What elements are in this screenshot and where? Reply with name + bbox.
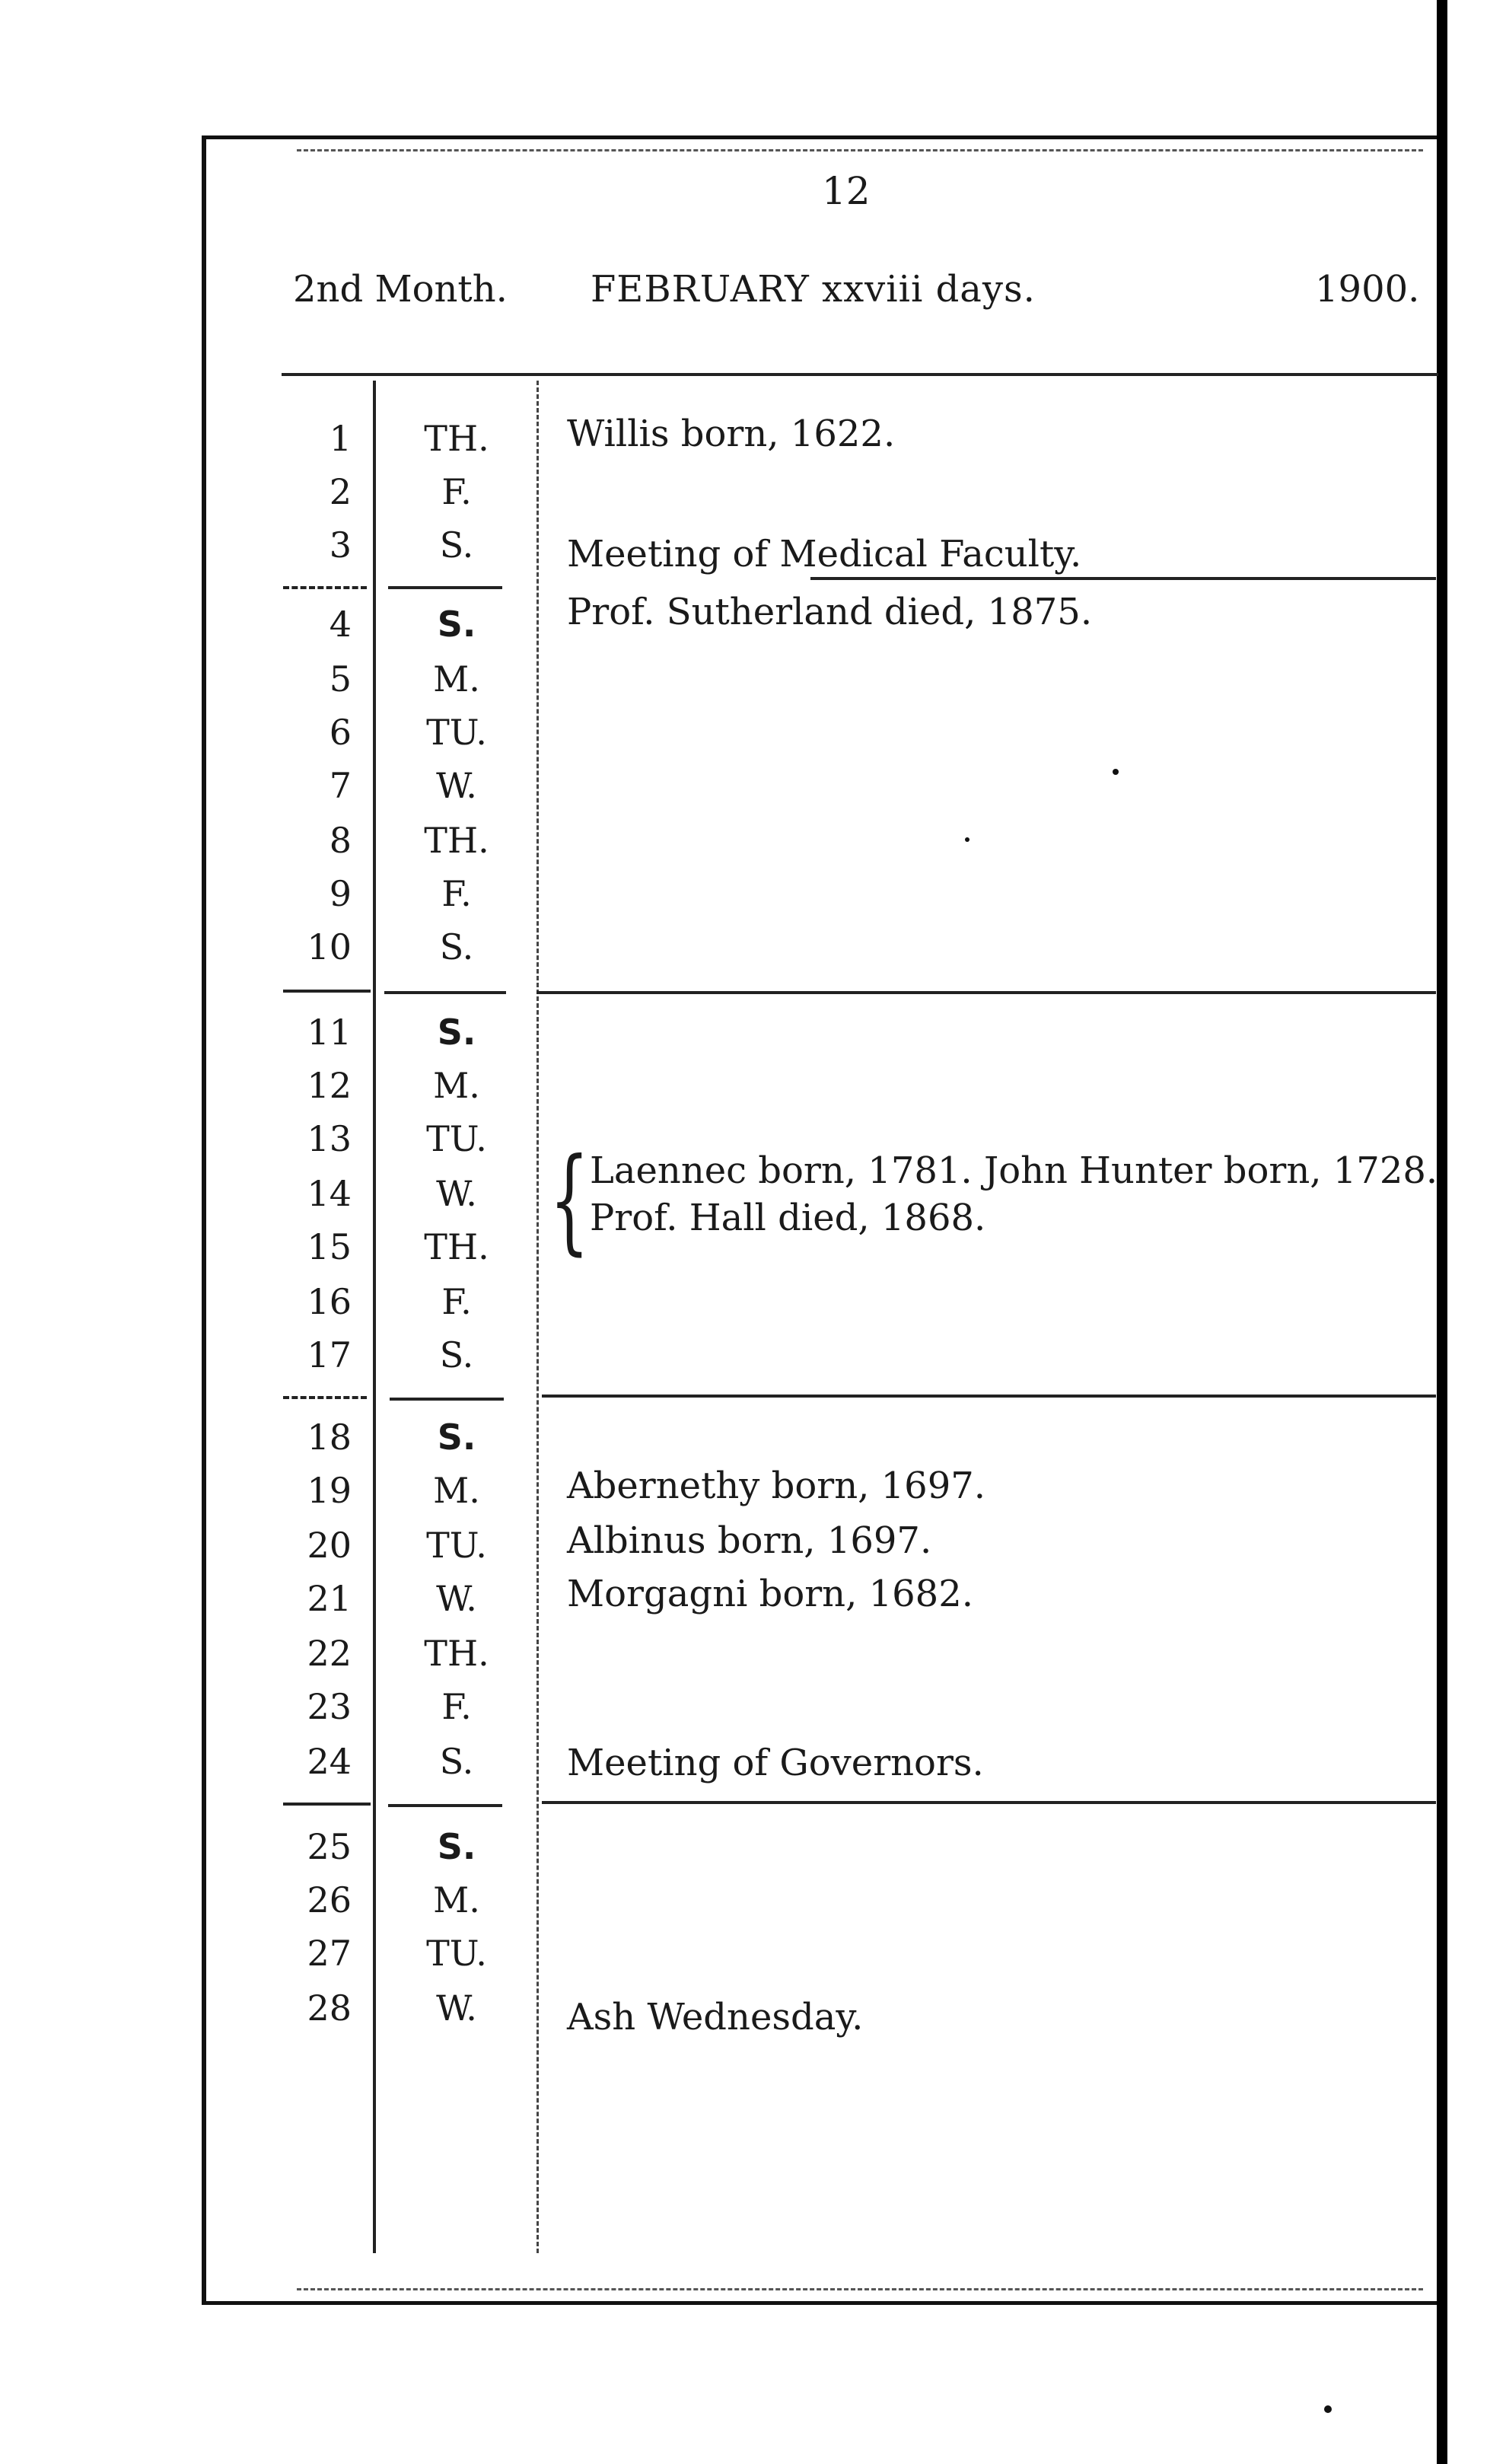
- day-number: 26: [307, 1879, 352, 1921]
- day-number: 21: [307, 1578, 352, 1619]
- weekday: TU.: [426, 1933, 487, 1974]
- weekday: TU.: [426, 1118, 487, 1159]
- weekday: F.: [441, 1281, 472, 1322]
- week-separator: [388, 1804, 502, 1807]
- page-number: 12: [822, 169, 871, 213]
- day-number: 11: [307, 1012, 352, 1053]
- day-number: 14: [307, 1173, 352, 1214]
- weekday: W.: [436, 1173, 477, 1214]
- weekday: W.: [436, 1578, 477, 1619]
- weekday: TH.: [424, 1226, 489, 1267]
- day-number: 17: [307, 1334, 352, 1375]
- book-spine-edge: [1437, 0, 1447, 2464]
- day-number: 27: [307, 1933, 352, 1974]
- brace-glyph: {: [549, 1134, 590, 1267]
- weekday: M.: [433, 1879, 480, 1921]
- day-number: 23: [307, 1686, 352, 1727]
- print-speck: [965, 837, 970, 842]
- day-number: 3: [329, 524, 352, 566]
- day-number: 24: [307, 1741, 352, 1782]
- week-separator: [283, 1396, 367, 1399]
- weekday: M.: [433, 1470, 480, 1511]
- week-separator: [536, 991, 1436, 994]
- week-separator: [283, 990, 371, 993]
- day-number: 20: [307, 1525, 352, 1566]
- weekday: TH.: [424, 820, 489, 861]
- day-number: 15: [307, 1226, 352, 1267]
- day-number: 8: [329, 820, 352, 861]
- print-speck: [1113, 769, 1119, 775]
- day-number: 9: [329, 873, 352, 914]
- bottom-dashed-rule: [297, 2288, 1423, 2290]
- day-number: 28: [307, 1987, 352, 2029]
- weekday: S.: [439, 524, 474, 566]
- weekday: M.: [433, 1065, 480, 1106]
- event-willis: Willis born, 1622.: [567, 413, 896, 455]
- print-speck: [1324, 2405, 1332, 2413]
- weekday-sunday: S.: [437, 604, 476, 645]
- weekday: S.: [439, 1741, 474, 1782]
- weekday: TU.: [426, 1525, 487, 1566]
- event-albinus: Albinus born, 1697.: [567, 1519, 932, 1562]
- day-number: 16: [307, 1281, 352, 1322]
- event-meeting-governors: Meeting of Governors.: [567, 1742, 984, 1784]
- weekday: F.: [441, 873, 472, 914]
- week-separator: [542, 1395, 1436, 1398]
- week-separator: [388, 586, 502, 589]
- weekday: F.: [441, 471, 472, 512]
- weekday: TH.: [424, 1633, 489, 1674]
- event-ash-wednesday: Ash Wednesday.: [567, 1996, 864, 2038]
- weekday: W.: [436, 765, 477, 806]
- month-label: 2nd Month.: [293, 268, 508, 311]
- day-number: 10: [307, 926, 352, 967]
- day-number: 18: [307, 1417, 352, 1458]
- day-number: 22: [307, 1633, 352, 1674]
- event-laennec-hunter: Laennec born, 1781. John Hunter born, 1728.: [590, 1149, 1438, 1192]
- event-meeting-faculty: Meeting of Medical Faculty.: [567, 533, 1082, 575]
- weekday-sunday: S.: [437, 1012, 476, 1053]
- day-number: 25: [307, 1826, 352, 1867]
- weekday: W.: [436, 1987, 477, 2029]
- week-separator: [283, 1803, 371, 1806]
- week-separator: [542, 1801, 1436, 1804]
- day-number: 12: [307, 1065, 352, 1106]
- event-hall: Prof. Hall died, 1868.: [590, 1197, 986, 1239]
- weekday: TH.: [424, 418, 489, 459]
- day-number: 19: [307, 1470, 352, 1511]
- table-top-rule: [282, 373, 1438, 376]
- day-number-column-rule: [373, 381, 376, 2253]
- day-number: 4: [329, 604, 352, 645]
- weekday: S.: [439, 926, 474, 967]
- day-number: 2: [329, 471, 352, 512]
- week-separator: [810, 577, 1436, 580]
- day-number: 6: [329, 712, 352, 753]
- event-abernethy: Abernethy born, 1697.: [567, 1465, 986, 1507]
- day-number: 7: [329, 765, 352, 806]
- weekday-sunday: S.: [437, 1417, 476, 1458]
- weekday: S.: [439, 1334, 474, 1375]
- event-column-rule: [536, 381, 539, 2253]
- top-dashed-rule: [297, 149, 1423, 151]
- day-number: 5: [329, 658, 352, 700]
- day-number: 13: [307, 1118, 352, 1159]
- day-number: 1: [329, 418, 352, 459]
- week-separator: [384, 991, 506, 994]
- weekday-sunday: S.: [437, 1826, 476, 1867]
- event-morgagni: Morgagni born, 1682.: [567, 1573, 973, 1615]
- week-separator: [283, 586, 367, 589]
- week-separator: [390, 1398, 504, 1401]
- month-title: FEBRUARY xxviii days.: [591, 268, 1036, 311]
- event-sutherland: Prof. Sutherland died, 1875.: [567, 591, 1093, 633]
- weekday: TU.: [426, 712, 487, 753]
- weekday: F.: [441, 1686, 472, 1727]
- weekday: M.: [433, 658, 480, 700]
- year-label: 1900.: [1315, 268, 1420, 311]
